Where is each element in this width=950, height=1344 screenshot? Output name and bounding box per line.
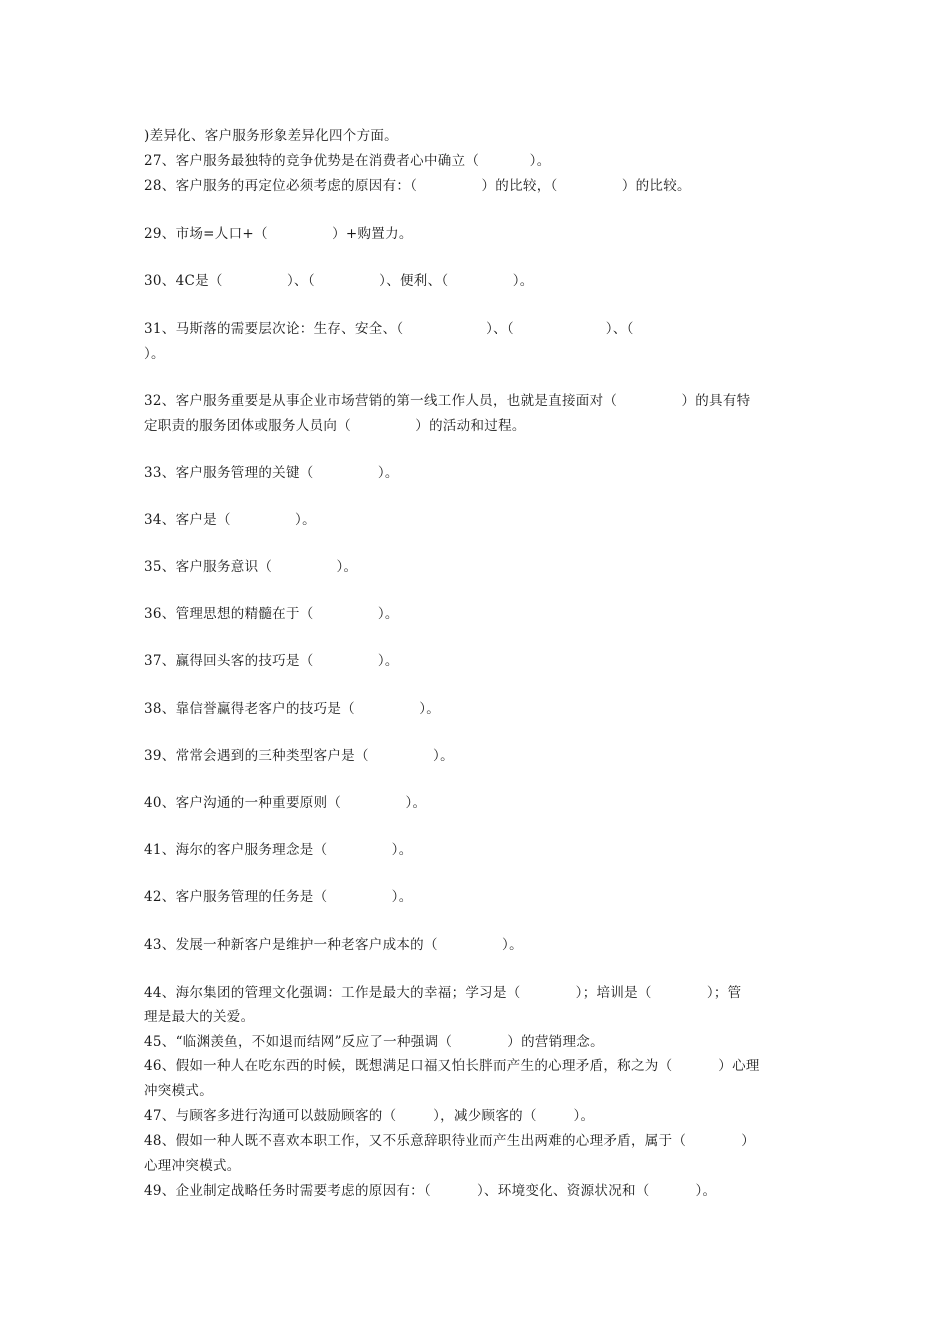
question-47: 47、与顾客多进行沟通可以鼓励顾客的（ ），减少顾客的（ ）。 — [144, 1108, 595, 1124]
question-44: 44、海尔集团的管理文化强调：工作是最大的幸福；学习是（ ）；培训是（ ）；管 — [144, 985, 742, 1001]
question-48-cont: 心理冲突模式。 — [144, 1158, 241, 1174]
question-38: 38、靠信誉赢得老客户的技巧是（ ）。 — [144, 701, 441, 717]
question-43: 43、发展一种新客户是维护一种老客户成本的（ ）。 — [144, 937, 523, 953]
question-42: 42、客户服务管理的任务是（ ）。 — [144, 889, 413, 905]
question-45: 45、“临渊羡鱼，不如退而结网”反应了一种强调（ ）的营销理念。 — [144, 1034, 604, 1050]
question-35: 35、客户服务意识（ ）。 — [144, 559, 358, 575]
question-37: 37、赢得回头客的技巧是（ ）。 — [144, 653, 399, 669]
question-40: 40、客户沟通的一种重要原则（ ）。 — [144, 795, 427, 811]
question-39: 39、常常会遇到的三种类型客户是（ ）。 — [144, 748, 454, 764]
question-33: 33、客户服务管理的关键（ ）。 — [144, 465, 399, 481]
question-36: 36、管理思想的精髓在于（ ）。 — [144, 606, 399, 622]
question-46: 46、假如一种人在吃东西的时候，既想满足口福又怕长胖而产生的心理矛盾，称之为（ ）心理 — [144, 1058, 760, 1074]
question-49: 49、企业制定战略任务时需要考虑的原因有：（ ）、环境变化、资源状况和（ ）。 — [144, 1183, 717, 1199]
question-32: 32、客户服务重要是从事企业市场营销的第一线工作人员，也就是直接面对（ ）的具有特 — [144, 393, 751, 409]
question-30: 30、4C是（ ）、（ ）、便利、（ ）。 — [144, 273, 534, 289]
question-27: 27、客户服务最独特的竞争优势是在消费者心中确立（ ）。 — [144, 153, 551, 169]
question-48: 48、假如一种人既不喜欢本职工作，又不乐意辞职待业而产生出两难的心理矛盾，属于（ ） — [144, 1133, 756, 1149]
question-31-cont: ）。 — [144, 346, 165, 362]
question-34: 34、客户是（ ）。 — [144, 512, 316, 528]
question-28: 28、客户服务的再定位必须考虑的原因有：（ ）的比较，（ ）的比较。 — [144, 178, 691, 194]
question-46-cont: 冲突模式。 — [144, 1083, 213, 1099]
question-29: 29、市场=人口+（ ）+购置力。 — [144, 226, 413, 242]
question-41: 41、海尔的客户服务理念是（ ）。 — [144, 842, 413, 858]
question-32-cont: 定职责的服务团体或服务人员向（ ）的活动和过程。 — [144, 418, 526, 434]
question-31: 31、马斯落的需要层次论：生存、安全、（ ）、（ ）、（ — [144, 321, 634, 337]
text-line-26-cont: )差异化、客户服务形象差异化四个方面。 — [144, 128, 398, 144]
question-44-cont: 理是最大的关爱。 — [144, 1009, 255, 1025]
